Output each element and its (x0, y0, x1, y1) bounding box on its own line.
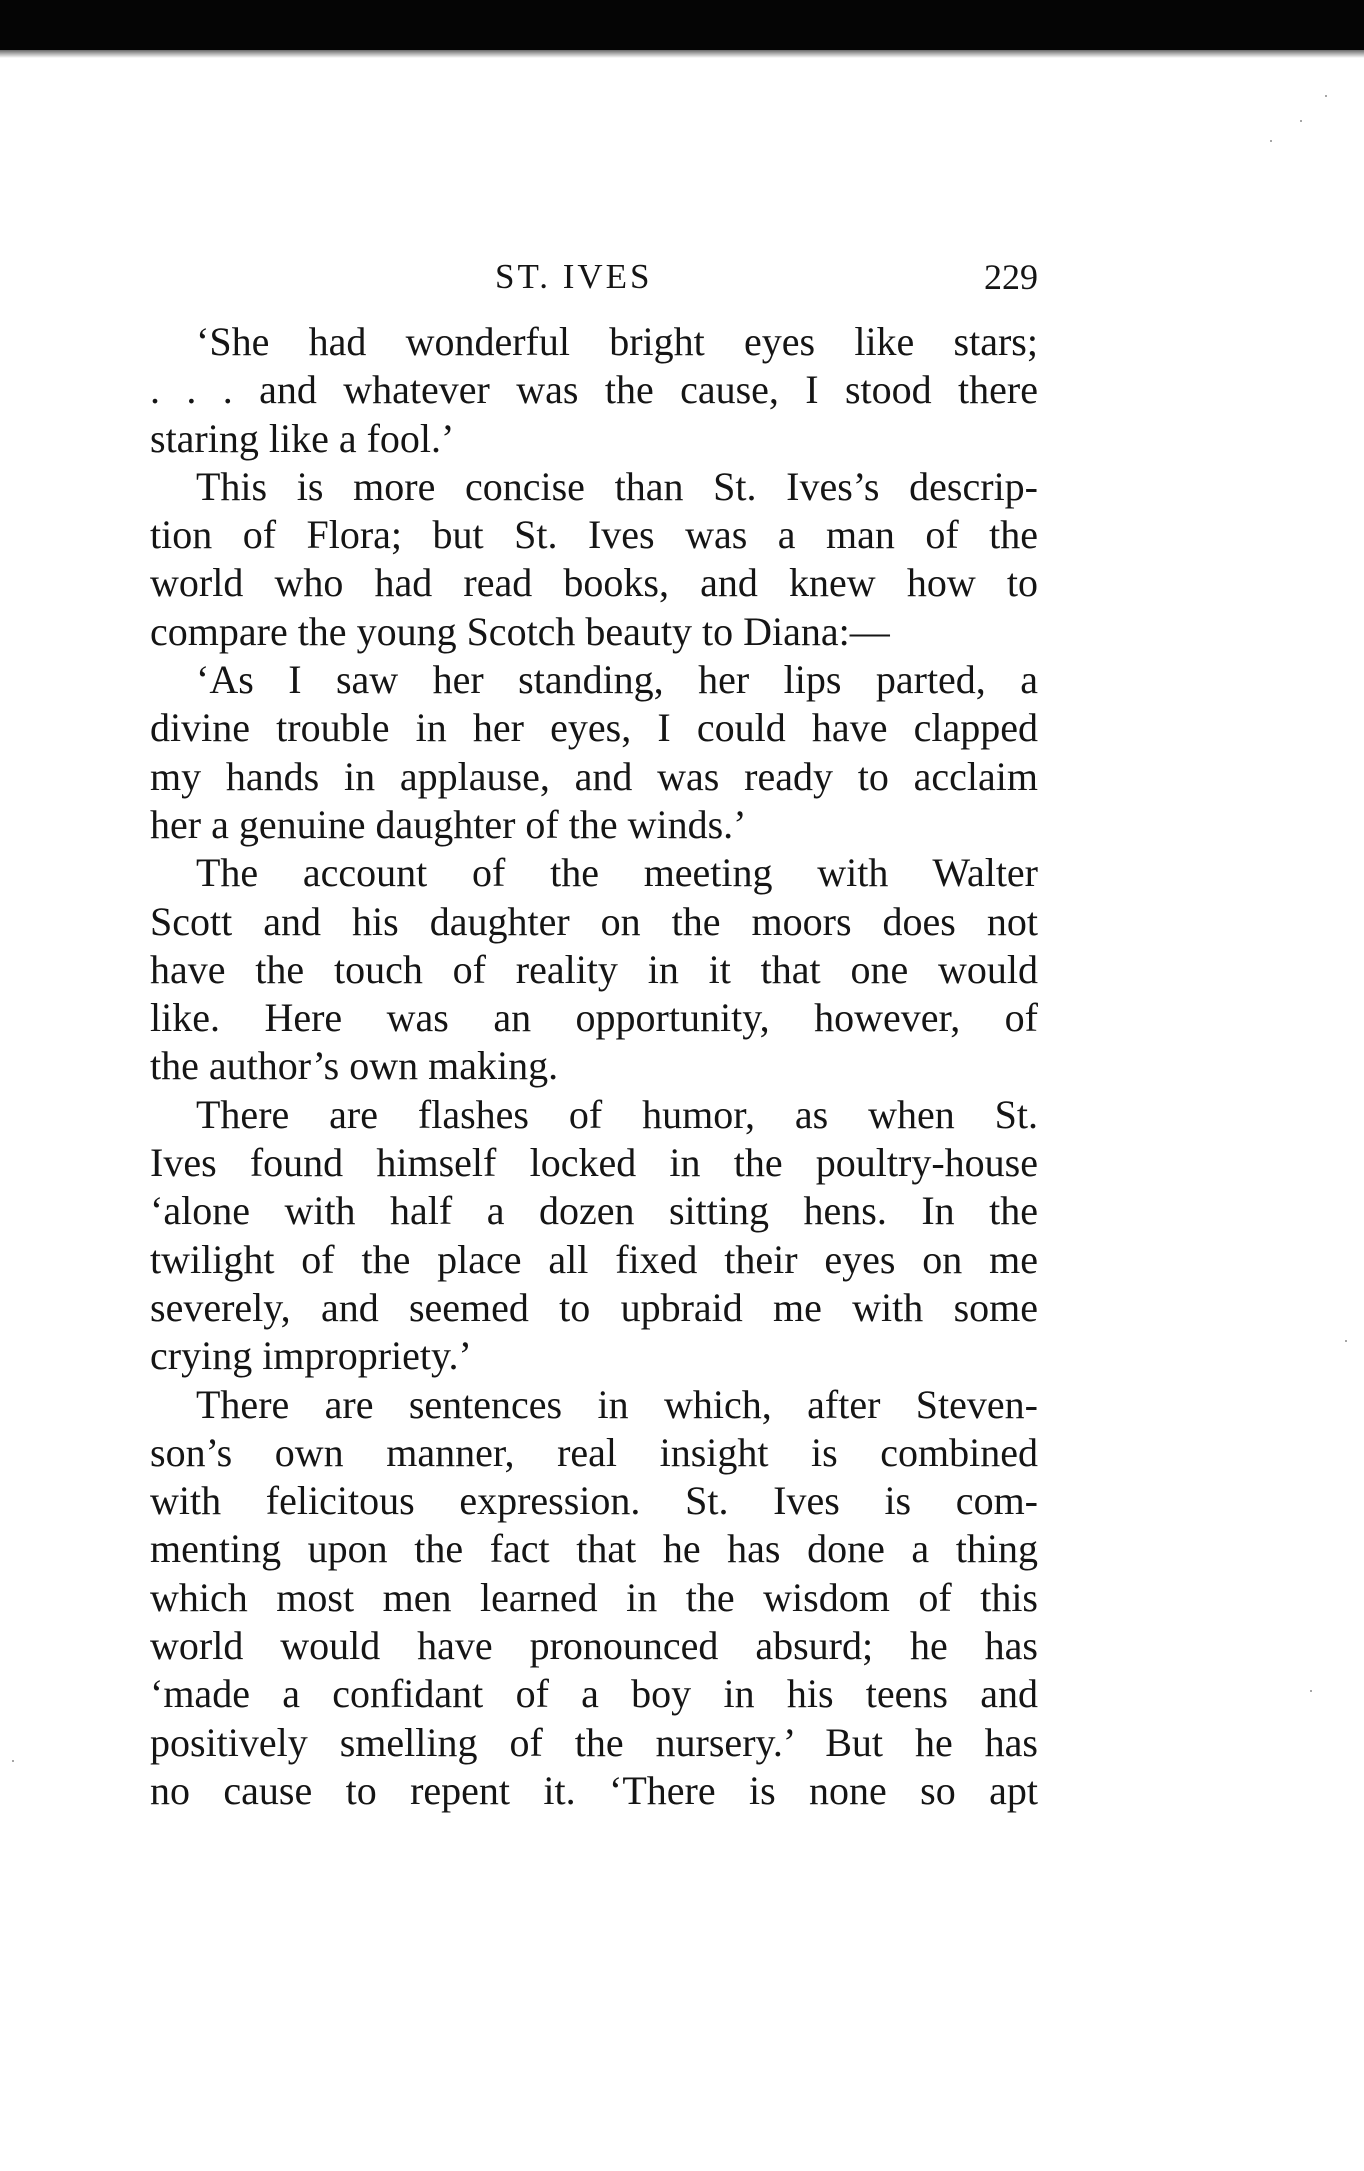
paper-speck (1345, 1340, 1347, 1342)
paper-speck (1300, 120, 1302, 122)
text-line: no cause to repent it. ‘There is none so apt (150, 1767, 1038, 1813)
text-line: Scott and his daughter on the moors does not (150, 898, 1038, 944)
text-line: divine trouble in her eyes, I could have clapped (150, 705, 1038, 751)
running-head: ST. IVES (495, 257, 653, 296)
text-line: her a genuine daughter of the winds.’ (150, 801, 747, 847)
text-line: severely, and seemed to upbraid me with some (150, 1284, 1038, 1330)
text-line: which most men learned in the wisdom of this (150, 1574, 1038, 1620)
text-line: ‘As I saw her standing, her lips parted, a (196, 657, 1038, 703)
text-line: like. Here was an opportunity, however, of (150, 995, 1038, 1041)
text-line: There are flashes of humor, as when St. (196, 1091, 1038, 1137)
paper-speck (1310, 1690, 1312, 1692)
text-line: menting upon the fact that he has done a thing (150, 1526, 1038, 1572)
page-number: 229 (984, 257, 1038, 297)
text-line: with felicitous expression. St. Ives is com- (150, 1478, 1038, 1524)
text-line: Ives found himself locked in the poultry-house (150, 1140, 1038, 1186)
text-line: This is more concise than St. Ives’s descrip- (196, 463, 1038, 509)
text-line: crying impropriety.’ (150, 1333, 472, 1379)
text-line: positively smelling of the nursery.’ But he has (150, 1719, 1038, 1765)
text-line: There are sentences in which, after Steven- (196, 1381, 1038, 1427)
text-line: The account of the meeting with Walter (196, 850, 1038, 896)
paper-speck (1325, 95, 1327, 97)
text-line: tion of Flora; but St. Ives was a man of the (150, 512, 1038, 558)
text-line: ‘alone with half a dozen sitting hens. In the (150, 1188, 1038, 1234)
text-line: have the touch of reality in it that one would (150, 946, 1038, 992)
text-line: . . . and whatever was the cause, I stood there (150, 367, 1038, 413)
text-line: my hands in applause, and was ready to acclaim (150, 753, 1038, 799)
scan-top-border (0, 0, 1364, 50)
scan-border-fade (0, 50, 1364, 58)
text-line: twilight of the place all fixed their eyes on me (150, 1236, 1038, 1282)
text-line: world who had read books, and knew how to (150, 560, 1038, 606)
text-line: the author’s own making. (150, 1043, 559, 1089)
text-line: staring like a fool.’ (150, 415, 455, 461)
body-text (150, 318, 1038, 1815)
page-header (150, 252, 1038, 302)
paper-speck (1270, 140, 1272, 142)
paper-speck (12, 1760, 14, 1762)
text-line: ‘made a confidant of a boy in his teens and (150, 1671, 1038, 1717)
text-line: compare the young Scotch beauty to Diana:— (150, 608, 890, 654)
text-line: son’s own manner, real insight is combined (150, 1429, 1038, 1475)
text-line: world would have pronounced absurd; he has (150, 1623, 1038, 1669)
text-line: ‘She had wonderful bright eyes like stars; (196, 319, 1038, 364)
